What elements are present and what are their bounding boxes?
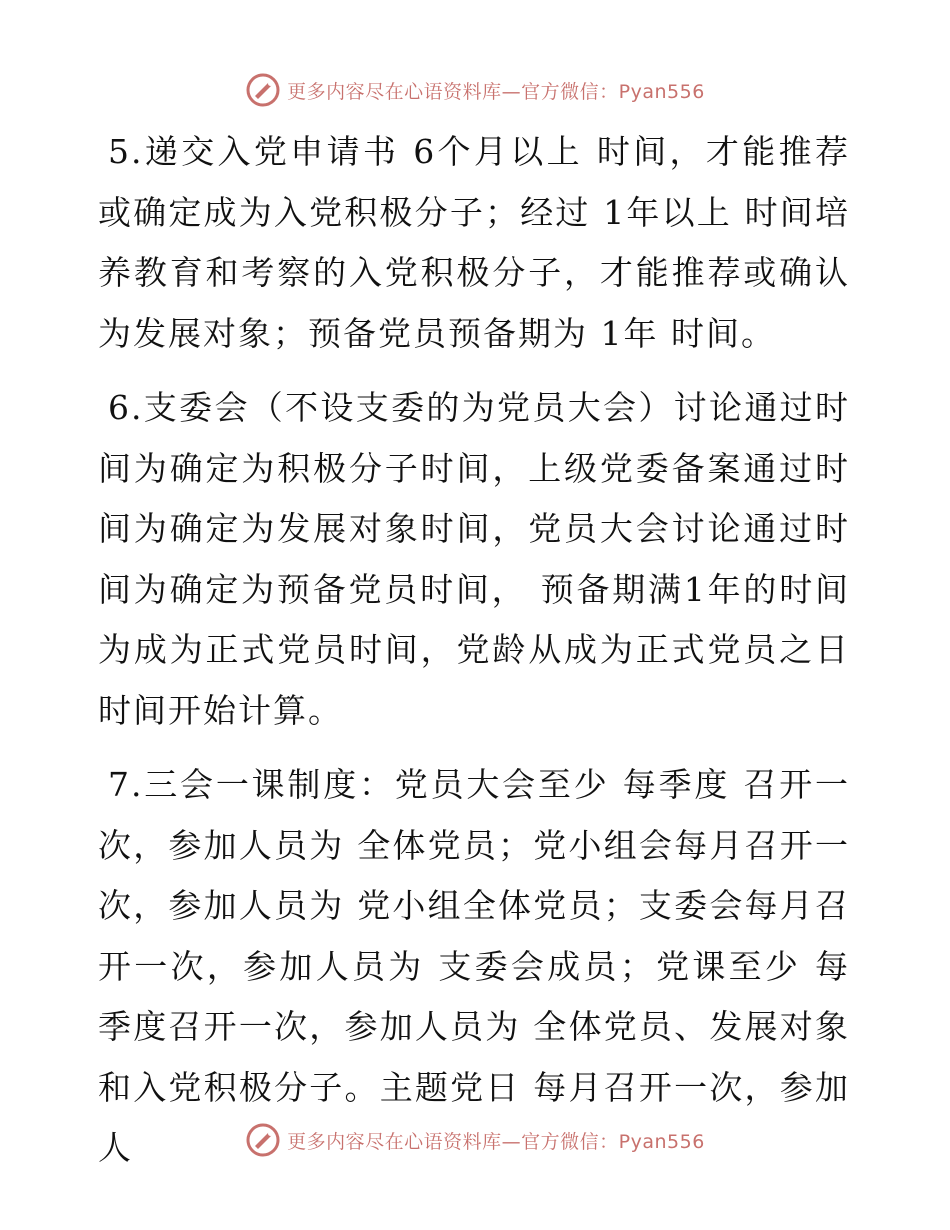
paragraph-7: 7.三会一课制度：党员大会至少 每季度 召开一次，参加人员为 全体党员；党小组会每月召开一次，参加人员为 党小组全体党员；支委会每月召开一次，参加人员为 支委会成员；党课至少 每季度召开一次，参加人员为 全体党员、发展对象和入党积极分子。主题党日 每月召开一次，参加人	[98, 765, 850, 1167]
header-watermark-text: 更多内容尽在心语资料库—官方微信：Pyan556	[287, 80, 705, 103]
seal-logo-icon	[245, 1122, 281, 1158]
footer-watermark	[0, 1120, 950, 1160]
paragraph-6: 6.支委会（不设支委的为党员大会）讨论通过时间为确定为积极分子时间，上级党委备案通过时间为确定为发展对象时间，党员大会讨论通过时间为确定为预备党员时间， 预备期满1年的时间为成为正式党员时间，党龄从成为正式党员之日时间开始计算。	[98, 388, 850, 730]
header-watermark	[0, 70, 950, 110]
document-body	[98, 122, 850, 1193]
paragraph-5: 5.递交入党申请书 6个月以上 时间，才能推荐或确定成为入党积极分子；经过 1年以上 时间培养教育和考察的入党积极分子，才能推荐或确认为发展对象；预备党员预备期为 1年 时间。	[98, 132, 850, 353]
seal-logo-icon	[245, 72, 281, 108]
footer-watermark-text: 更多内容尽在心语资料库—官方微信：Pyan556	[287, 1130, 705, 1153]
